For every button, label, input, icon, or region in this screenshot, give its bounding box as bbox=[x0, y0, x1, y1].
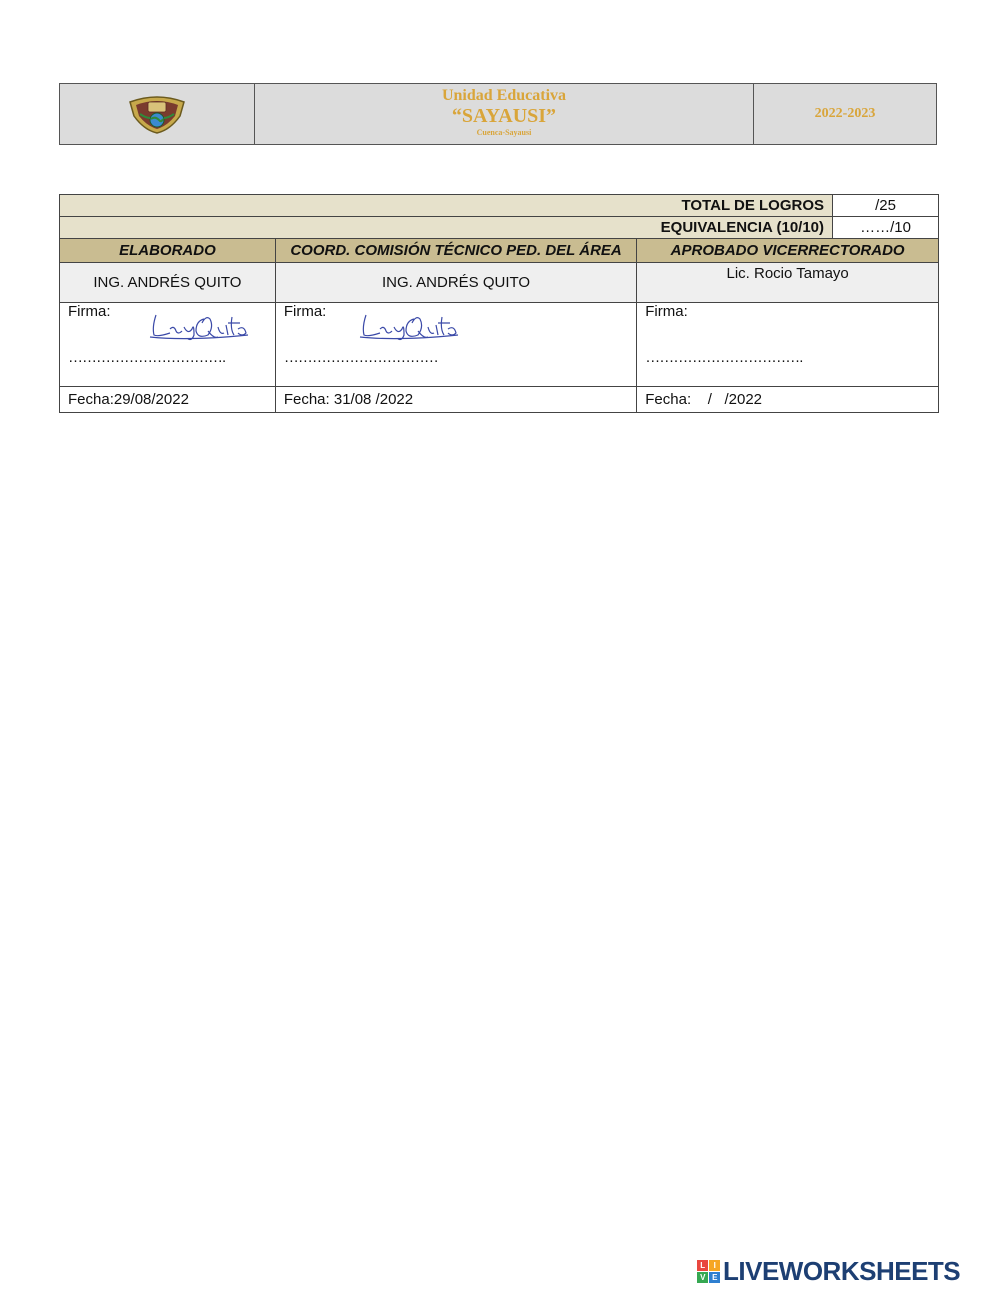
institution-line-1: Unidad Educativa bbox=[441, 87, 567, 104]
logo-cell bbox=[60, 84, 255, 144]
school-year: 2022-2023 bbox=[814, 106, 876, 121]
document-header bbox=[59, 83, 937, 145]
handwritten-signature-icon bbox=[358, 309, 462, 343]
badge-letter: I bbox=[709, 1260, 720, 1271]
date-coordinacion[interactable]: Fecha: 31/08 /2022 bbox=[275, 387, 636, 413]
signature-cell-elaborado[interactable] bbox=[60, 303, 276, 387]
firma-label: Firma: bbox=[283, 303, 327, 320]
watermark-text: LIVEWORKSHEETS bbox=[723, 1256, 961, 1286]
date-aprobado[interactable]: Fecha: / /2022 bbox=[637, 387, 939, 413]
liveworksheets-logo-icon bbox=[697, 1260, 720, 1283]
badge-letter: L bbox=[697, 1260, 708, 1271]
institution-line-3: Cuenca-Sayausi bbox=[476, 128, 532, 137]
total-row bbox=[60, 195, 939, 217]
badge-letter: E bbox=[709, 1272, 720, 1283]
name-coordinacion: ING. ANDRÉS QUITO bbox=[275, 263, 636, 303]
names-row bbox=[60, 263, 939, 303]
firma-label: Firma: bbox=[68, 303, 111, 320]
heading-elaborado: ELABORADO bbox=[60, 239, 276, 263]
liveworksheets-watermark bbox=[697, 1256, 960, 1287]
heading-aprobado: APROBADO VICERRECTORADO bbox=[637, 239, 939, 263]
signature-cell-aprobado[interactable] bbox=[637, 303, 939, 387]
date-row bbox=[60, 387, 939, 413]
name-aprobado: Lic. Rocio Tamayo bbox=[637, 263, 939, 303]
total-label: TOTAL DE LOGROS bbox=[60, 195, 833, 217]
heading-coordinacion: COORD. COMISIÓN TÉCNICO PED. DEL ÁREA bbox=[275, 239, 636, 263]
badge-letter: V bbox=[697, 1272, 708, 1283]
name-elaborado: ING. ANDRÉS QUITO bbox=[60, 263, 276, 303]
date-elaborado[interactable]: Fecha:29/08/2022 bbox=[60, 387, 276, 413]
school-crest-icon bbox=[126, 94, 188, 134]
firma-label: Firma: bbox=[645, 303, 688, 320]
heading-row bbox=[60, 239, 939, 263]
signature-line: …………………………… bbox=[283, 349, 438, 366]
signature-line: ……………………………. bbox=[645, 349, 803, 366]
approval-table bbox=[59, 194, 939, 413]
equivalence-row bbox=[60, 217, 939, 239]
signature-cell-coordinacion[interactable] bbox=[275, 303, 636, 387]
signature-row bbox=[60, 303, 939, 387]
total-value[interactable]: /25 bbox=[833, 195, 939, 217]
equivalence-label: EQUIVALENCIA (10/10) bbox=[60, 217, 833, 239]
equivalence-value[interactable]: ……/10 bbox=[833, 217, 939, 239]
handwritten-signature-icon bbox=[148, 309, 252, 343]
signature-line: ……………………………. bbox=[68, 349, 226, 366]
institution-line-2: “SAYAUSI” bbox=[451, 105, 557, 127]
institution-title bbox=[255, 84, 754, 144]
